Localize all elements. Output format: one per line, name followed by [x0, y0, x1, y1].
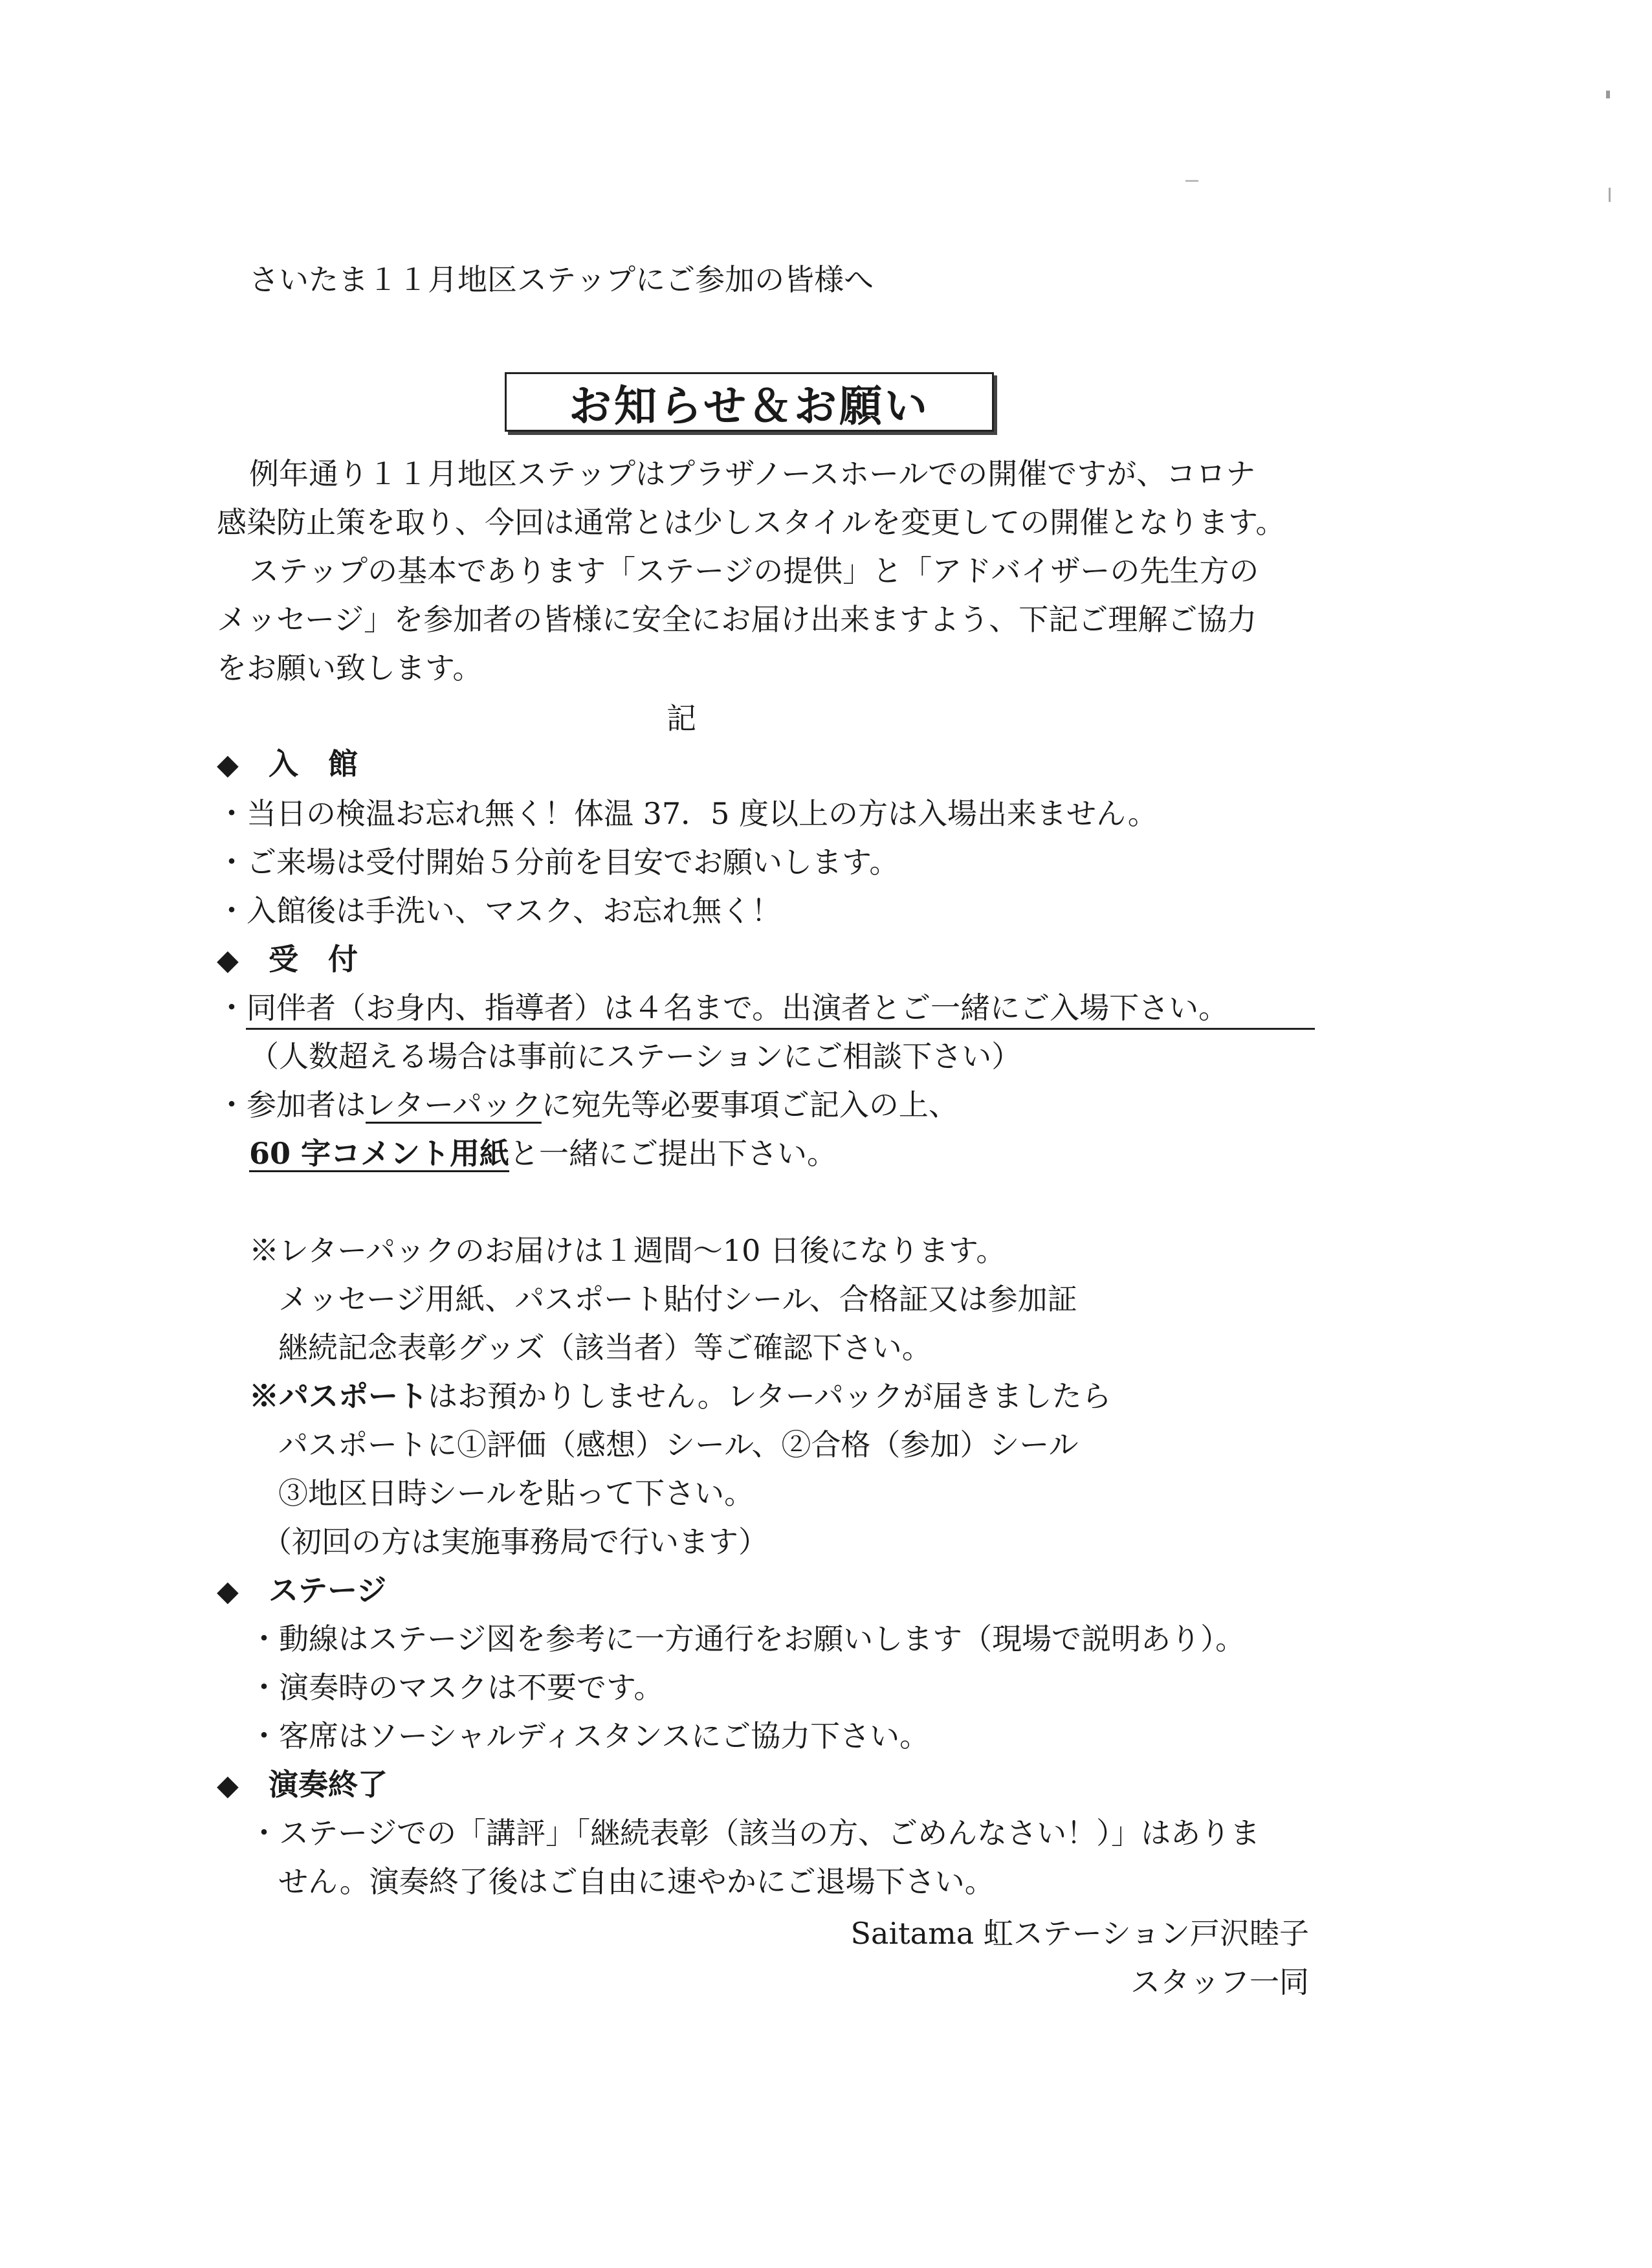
intro-line: 感染防止策を取り、今回は通常とは少しスタイルを変更しての開催となります。 [217, 505, 1286, 540]
signature-name: Saitama 虹ステーション戸沢睦子 [850, 1916, 1309, 1951]
list-item: ・動線はステージ図を参考に一方通行をお願いします（現場で説明あり）。 [249, 1621, 1246, 1656]
list-item: ・同伴者（お身内、指導者）は４名まで。出演者とご一緒にご入場下さい。 [217, 990, 1229, 1025]
diamond-bullet-icon: ◆ [217, 944, 239, 977]
section-title: 受 付 [269, 942, 358, 977]
section-title: 演奏終了 [269, 1767, 388, 1802]
list-item: ・客席はソーシャルディスタンスにご協力下さい。 [249, 1718, 930, 1753]
text-fragment: に宛先等必要事項ご記入の上、 [541, 1087, 958, 1122]
signature-staff: スタッフ一同 [1130, 1964, 1309, 1999]
intro-line: 例年通り１１月地区ステップはプラザノースホールでの開催ですが、コロナ [249, 456, 1256, 491]
page-title: お知らせ＆お願い [568, 380, 931, 431]
note-line: 継続記念表彰グッズ（該当者）等ご確認下さい。 [278, 1330, 932, 1365]
list-item [217, 1084, 958, 1126]
intro-line: メッセージ」を参加者の皆様に安全にお届け出来ますよう、下記ご理解ご協力 [217, 602, 1257, 637]
text-fragment: ・参加者は [217, 1087, 366, 1122]
title-box [505, 372, 994, 432]
note-line [249, 1375, 1112, 1417]
scan-speck [1609, 188, 1611, 202]
section-heading-reception [217, 939, 358, 981]
list-item [249, 1133, 837, 1174]
text-fragment: はお預かりしません。レターパックが届きましたら [428, 1379, 1112, 1414]
intro-line: をお願い致します。 [217, 650, 483, 685]
ki-mark: 記 [666, 701, 696, 736]
diamond-bullet-icon: ◆ [217, 1769, 239, 1802]
section-heading-end [217, 1764, 388, 1807]
list-item: ・演奏時のマスクは不要です。 [249, 1670, 664, 1705]
section-title: 入 館 [269, 746, 358, 781]
scan-speck [1185, 180, 1198, 182]
list-item-note: （人数超える場合は事前にステーションにご相談下さい） [249, 1039, 1022, 1074]
comment-sheet-text: 60 字コメント用紙 [249, 1136, 510, 1171]
list-item: ・当日の検温お忘れ無く！体温 37．5 度以上の方は入場出来ません。 [217, 796, 1158, 831]
section-heading-entry [217, 743, 358, 786]
addressee: さいたま１１月地区ステップにご参加の皆様へ [249, 262, 874, 297]
note-line: メッセージ用紙、パスポート貼付シール、合格証又は参加証 [278, 1282, 1077, 1317]
diamond-bullet-icon: ◆ [217, 1575, 239, 1608]
diamond-bullet-icon: ◆ [217, 748, 239, 781]
note-line: ※レターパックのお届けは１週間～10 日後になります。 [249, 1233, 1006, 1268]
scan-speck [1606, 91, 1610, 98]
letterpack-text: レターパック [366, 1087, 542, 1122]
intro-line: ステップの基本であります「ステージの提供」と「アドバイザーの先生方の [249, 553, 1259, 588]
underline-rule [246, 1028, 1315, 1030]
text-fragment: と一緒にご提出下さい。 [509, 1136, 837, 1171]
list-item: せん。演奏終了後はご自由に速やかにご退場下さい。 [278, 1864, 995, 1899]
note-line: パスポートに①評価（感想）シール、②合格（参加）シール [278, 1427, 1079, 1462]
note-line: ③地区日時シールを貼って下さい。 [278, 1476, 754, 1511]
list-item: ・ステージでの「講評」「継続表彰（該当の方、ごめんなさい！）」はありま [249, 1816, 1261, 1851]
note-line: （初回の方は実施事務局で行います） [262, 1524, 768, 1559]
section-heading-stage [217, 1570, 386, 1612]
list-item: ・ご来場は受付開始５分前を目安でお願いします。 [217, 845, 899, 880]
section-title: ステージ [269, 1573, 387, 1608]
list-item: ・入館後は手洗い、マスク、お忘れ無く！ [217, 893, 782, 928]
passport-text: ※パスポート [249, 1379, 428, 1414]
